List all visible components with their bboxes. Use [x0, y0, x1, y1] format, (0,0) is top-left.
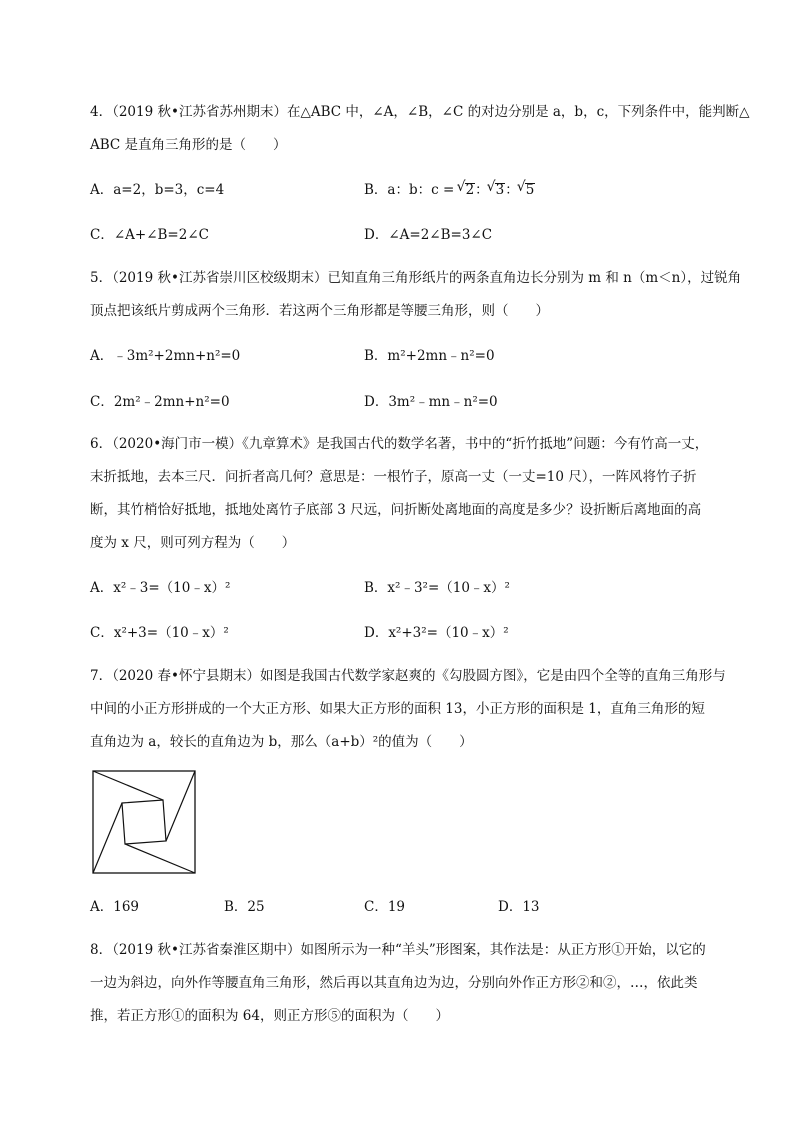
q5-option-a[interactable]: A．﹣3m²+2mn+n²=0 — [90, 348, 241, 364]
q5-option-d[interactable]: D．3m²﹣mn﹣n²=0 — [364, 394, 498, 410]
q6-option-b[interactable]: B．x²﹣3²=（10﹣x）² — [364, 580, 510, 596]
q5-stem-line2: 顶点把该纸片剪成两个三角形．若这两个三角形都是等腰三角形，则（ ） — [90, 303, 549, 319]
sqrt-5: √ 5 — [525, 183, 536, 196]
triangle-leg-4 — [93, 803, 122, 873]
q4-stem-line2: ABC 是直角三角形的是（ ） — [90, 137, 287, 153]
q7-option-a[interactable]: A．169 — [90, 899, 140, 915]
q6-stem-line4: 度为 x 尺，则可列方程为（ ） — [90, 535, 296, 551]
q7-stem-line1: 7．（2020 春•怀宁县期末）如图是我国古代数学家赵爽的《勾股圆方图》，它是由四个全等的直角三角形与 — [90, 668, 726, 684]
q7-option-d[interactable]: D．13 — [498, 899, 540, 915]
q4-stem-line1: 4．（2019 秋•江苏省苏州期末）在△ABC 中，∠A，∠B，∠C 的对边分别是 a，b，c，下列条件中，能判断△ — [90, 104, 750, 120]
q6-option-a[interactable]: A．x²﹣3=（10﹣x）² — [90, 580, 231, 596]
triangle-leg-1 — [93, 771, 163, 800]
q4-option-a[interactable]: A．a=2，b=3，c=4 — [90, 182, 225, 198]
q4-option-b-prefix: B．a：b：c = — [364, 182, 455, 198]
q7-option-c[interactable]: C．19 — [364, 899, 406, 915]
q5-option-b[interactable]: B．m²+2mn﹣n²=0 — [364, 348, 495, 364]
sqrt-2: √ 2 — [465, 183, 476, 196]
triangle-leg-3 — [125, 844, 195, 873]
q4-option-d[interactable]: D．∠A=2∠B=3∠C — [364, 227, 493, 243]
q6-option-c[interactable]: C．x²+3=（10﹣x）² — [90, 625, 229, 641]
q8-stem-line3: 推，若正方形①的面积为 64，则正方形⑤的面积为（ ） — [90, 1008, 449, 1024]
triangle-leg-2 — [166, 771, 195, 841]
q6-stem-line2: 末折抵地，去本三尺．问折者高几何？意思是：一根竹子，原高一丈（一丈=10 尺），一阵风将竹子折 — [90, 469, 697, 485]
q4-option-c[interactable]: C．∠A+∠B=2∠C — [90, 227, 209, 243]
q6-option-d[interactable]: D．x²+3²=（10﹣x）² — [364, 625, 509, 641]
q8-stem-line2: 一边为斜边，向外作等腰直角三角形，然后再以其直角边为边，分别向外作正方形②和②，…，依此类 — [90, 975, 698, 991]
q7-stem-line3: 直角边为 a，较长的直角边为 b，那么（a+b）²的值为（ ） — [90, 734, 473, 750]
zhao-shuang-hypotenuse-diagram — [92, 770, 196, 874]
q5-option-c[interactable]: C．2m²﹣2mn+n²=0 — [90, 394, 230, 410]
q6-stem-line1: 6．（2020•海门市一模）《九章算术》是我国古代的数学名著，书中的“折竹抵地”问题：今有竹高一丈， — [90, 436, 709, 452]
q5-stem-line1: 5．（2019 秋•江苏省崇川区校级期末）已知直角三角形纸片的两条直角边长分别为 m 和 n（m＜n），过锐角 — [90, 270, 742, 286]
q6-stem-line3: 断，其竹梢恰好抵地，抵地处离竹子底部 3 尺远，问折断处离地面的高度是多少？设折断后离地面的高 — [90, 502, 702, 518]
q7-stem-line2: 中间的小正方形拼成的一个大正方形、如果大正方形的面积 13，小正方形的面积是 1，直角三角形的短 — [90, 701, 705, 717]
q4-option-b[interactable]: B．a：b：c = √ 2：√ 3：√ 5 — [364, 178, 535, 198]
outer-square — [93, 771, 195, 873]
sqrt-3: √ 3 — [495, 183, 506, 196]
q7-option-b[interactable]: B．25 — [224, 899, 265, 915]
inner-square — [122, 800, 166, 844]
q8-stem-line1: 8．（2019 秋•江苏省秦淮区期中）如图所示为一种“羊头”形图案，其作法是：从正方形①开始，以它的 — [90, 942, 706, 958]
